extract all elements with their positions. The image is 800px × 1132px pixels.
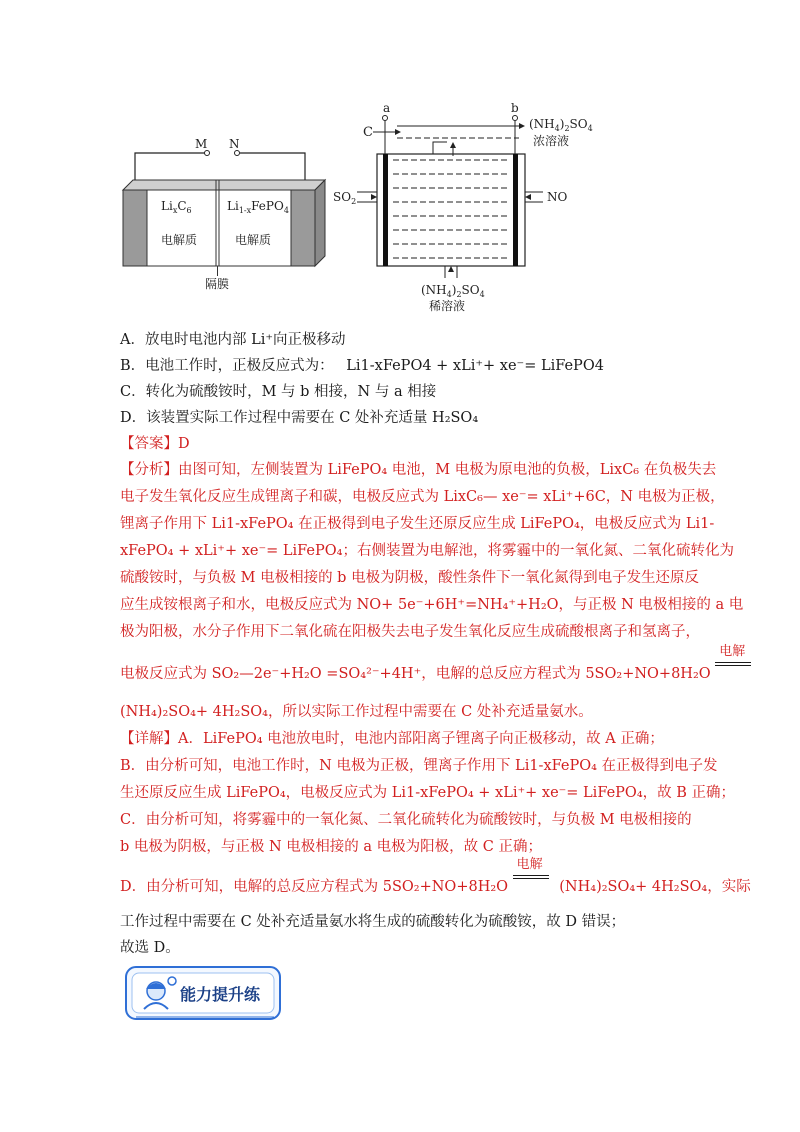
right-electrolyte: 电解质 bbox=[235, 233, 272, 247]
analysis-text-8: 电极反应式为 SO₂—2e⁻+H₂O =SO₄²⁻+4H⁺，电解的总反应方程式为 5SO₂+NO+8H₂O bbox=[120, 666, 711, 682]
answer-label: 【答案】 bbox=[120, 436, 178, 452]
detail-line-2: B．由分析可知，电池工作时，N 电极为正极，锂离子作用下 Li1-xFePO₄ 在正极得到电子发 bbox=[120, 758, 718, 774]
section-badge bbox=[124, 965, 282, 1021]
analysis-line-3: 锂离子作用下 Li1-xFePO₄ 在正极得到电子发生还原反应生成 LiFePO₄，电极反应式为 Li1- bbox=[120, 516, 715, 532]
analysis-line-5: 硫酸铵时，与负极 M 电极相接的 b 电极为阴极，酸性条件下一氧化氮得到电子发生还原反 bbox=[120, 570, 700, 586]
analysis-line-2: 电子发生氧化反应生成锂离子和碳，电极反应式为 LixC₆— xe⁻= xLi⁺+6C，N 电极为正极， bbox=[120, 489, 725, 505]
svg-text:LixC6: $Li_xC_6$ bbox=[161, 199, 192, 215]
detail-line-3: 生还原反应生成 LiFePO₄，电极反应式为 Li1-xFePO₄ + xLi⁺+ xe⁻= LiFePO₄，故 B 正确； bbox=[120, 785, 736, 801]
svg-text:Li1-xFePO4: $Li_{1-x}FePO_4$ bbox=[227, 199, 289, 215]
analysis-line-8 bbox=[120, 644, 751, 684]
analysis-label: 【分析】 bbox=[120, 462, 178, 478]
answer-line bbox=[120, 434, 190, 454]
left-electrolyte: 电解质 bbox=[161, 233, 198, 247]
separator-label: 隔膜 bbox=[205, 277, 230, 291]
outlet-desc: 浓溶液 bbox=[533, 134, 570, 148]
detail-line-5: b 电极为阴极，与正极 N 电极相接的 a 电极为阳极，故 C 正确； bbox=[120, 839, 542, 855]
bottom-desc: 稀溶液 bbox=[429, 299, 466, 313]
electrolytic-cell-diagram bbox=[333, 101, 593, 313]
analysis-line-1 bbox=[120, 460, 716, 480]
detail-line-8: 故选 D。 bbox=[120, 940, 180, 956]
detail-text-6a: D．由分析可知，电解的总反应方程式为 5SO₂+NO+8H₂O bbox=[120, 879, 509, 895]
svg-text:(NH4)2SO4: $(NH_4)_2SO_4$ bbox=[421, 283, 485, 299]
analysis-line-9: (NH₄)₂SO₄+ 4H₂SO₄，所以实际工作过程中需要在 C 处补充适量氨水。 bbox=[120, 704, 593, 720]
condition-text: 电解 bbox=[719, 644, 746, 659]
analysis-line-7: 极为阳极，水分子作用下二氧化硫在阳极失去电子发生氧化反应生成硫酸根离子和氢离子， bbox=[120, 624, 700, 640]
electrolysis-condition bbox=[715, 644, 751, 678]
option-b bbox=[120, 356, 604, 376]
option-b-equation: Li1-xFePO4 + xLi⁺+ xe⁻= LiFePO4 bbox=[346, 358, 604, 374]
detail-line-6 bbox=[120, 857, 751, 897]
detail-label: 【详解】 bbox=[120, 731, 178, 747]
terminal-a: a bbox=[383, 101, 391, 115]
badge-text: 能力提升练 bbox=[180, 985, 261, 1004]
analysis-line-6: 应生成铵根离子和水，电极反应式为 NO+ 5e⁻+6H⁺=NH₄⁺+H₂O，与正极 N 电极相接的 a 电 bbox=[120, 597, 744, 613]
svg-text:SO2: $SO_2$ bbox=[333, 190, 357, 206]
detail-text-1: A．LiFePO₄ 电池放电时，电池内部阳离子锂离子向正极移动，故 A 正确； bbox=[178, 731, 664, 747]
terminal-n: N bbox=[229, 137, 240, 151]
electrolysis-condition-2 bbox=[513, 857, 549, 891]
condition-text-2: 电解 bbox=[516, 857, 543, 872]
analysis-text-1: 由图可知，左侧装置为 LiFePO₄ 电池，M 电极为原电池的负极，LixC₆ 在负极失去 bbox=[178, 462, 717, 478]
inlet-no: NO bbox=[547, 190, 568, 204]
detail-line-7: 工作过程中需要在 C 处补充适量氨水将生成的硫酸转化为硫酸铵，故 D 错误； bbox=[120, 914, 626, 930]
option-d: D．该装置实际工作过程中需要在 C 处补充适量 H₂SO₄ bbox=[120, 410, 479, 426]
battery-diagram bbox=[123, 137, 325, 291]
option-b-prefix: B．电池工作时，正极反应式为： bbox=[120, 358, 334, 374]
inlet-c: C bbox=[363, 125, 373, 140]
svg-text:(NH4)2SO4: $(NH_4)_2SO_4$ bbox=[529, 117, 593, 133]
terminal-m: M bbox=[195, 137, 208, 151]
analysis-line-4: xFePO₄ + xLi⁺+ xe⁻= LiFePO₄；右侧装置为电解池，将雾霾中的一氧化氮、二氧化硫转化为 bbox=[120, 543, 734, 559]
detail-line-1 bbox=[120, 729, 664, 749]
terminal-b: b bbox=[511, 101, 519, 115]
option-a: A．放电时电池内部 Li⁺向正极移动 bbox=[120, 332, 346, 348]
option-c: C．转化为硫酸铵时，M 与 b 相接，N 与 a 相接 bbox=[120, 384, 437, 400]
detail-text-6b: (NH₄)₂SO₄+ 4H₂SO₄，实际 bbox=[559, 879, 751, 895]
detail-line-4: C．由分析可知，将雾霾中的一氧化氮、二氧化硫转化为硫酸铵时，与负极 M 电极相接的 bbox=[120, 812, 692, 828]
answer-value: D bbox=[178, 436, 190, 452]
electrochemistry-diagram bbox=[115, 98, 595, 313]
